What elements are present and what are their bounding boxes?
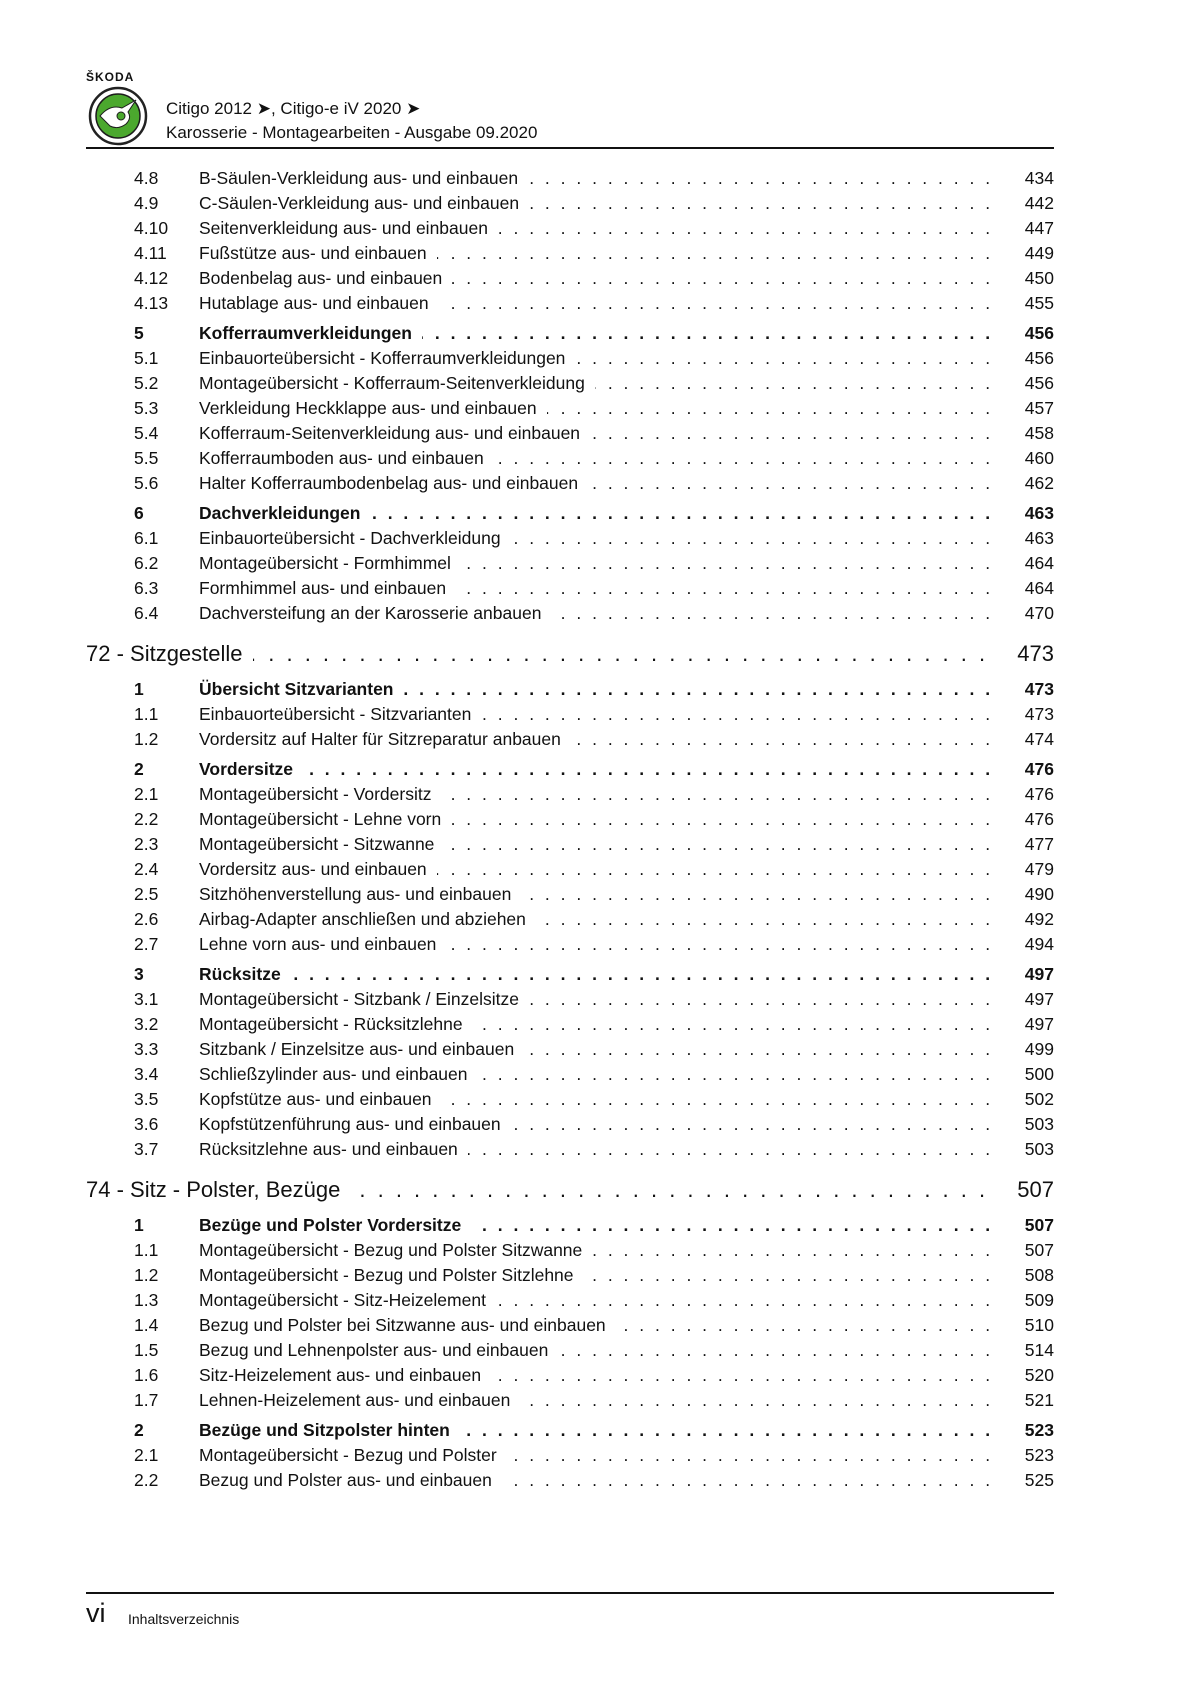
toc-section[interactable] [86, 1417, 1054, 1442]
toc-page-number: 476 [1024, 784, 1054, 804]
toc-entry[interactable] [86, 856, 1054, 881]
toc-title: Sitzhöhenverstellung aus- und einbauen [199, 884, 521, 904]
toc-entry[interactable] [86, 1387, 1054, 1412]
toc-entry[interactable] [86, 165, 1054, 190]
toc-title: Kofferraum-Seitenverkleidung aus- und einbauen [199, 423, 590, 443]
toc-entry[interactable] [86, 190, 1054, 215]
toc-entry[interactable] [86, 1061, 1054, 1086]
toc-number: 3.4 [134, 1064, 159, 1084]
toc-title: Montageübersicht - Lehne vorn [199, 809, 451, 829]
toc-title: Rücksitzlehne aus- und einbauen [199, 1139, 468, 1159]
toc-number: 1.3 [134, 1290, 159, 1310]
toc-entry[interactable] [86, 1237, 1054, 1262]
toc-title: Bezüge und Polster Vordersitze [199, 1215, 471, 1235]
footer-label: Inhaltsverzeichnis [128, 1611, 240, 1627]
toc-title: Vordersitze [199, 759, 303, 779]
toc-title: Sitz-Heizelement aus- und einbauen [199, 1365, 491, 1385]
toc-entry[interactable] [86, 701, 1054, 726]
toc-number: 2.3 [134, 834, 159, 854]
toc-number: 5.6 [134, 473, 159, 493]
toc-number: 4.9 [134, 193, 159, 213]
toc-entry[interactable] [86, 575, 1054, 600]
toc-number: 5.3 [134, 398, 159, 418]
toc-entry[interactable] [86, 1136, 1054, 1161]
toc-number: 1.5 [134, 1340, 159, 1360]
brand-wordmark: ŠKODA [86, 70, 135, 84]
toc-entry[interactable] [86, 1287, 1054, 1312]
toc-page-number: 507 [1024, 1240, 1054, 1260]
toc-number: 5 [134, 323, 144, 343]
toc-number: 5.4 [134, 423, 159, 443]
toc-title: Bezug und Lehnenpolster aus- und einbauen [199, 1340, 558, 1360]
toc-page-number: 509 [1024, 1290, 1054, 1310]
table-of-contents [86, 165, 1054, 1492]
toc-page-number: 477 [1024, 834, 1054, 854]
toc-page-number: 464 [1024, 553, 1054, 573]
toc-page-number: 521 [1024, 1390, 1054, 1410]
toc-page-number: 473 [1024, 704, 1054, 724]
toc-title: Hutablage aus- und einbauen [199, 293, 439, 313]
toc-section[interactable] [86, 756, 1054, 781]
toc-number: 2.1 [134, 784, 159, 804]
toc-number: 3.1 [134, 989, 159, 1009]
toc-title: Einbauorteübersicht - Dachverkleidung [199, 528, 511, 548]
skoda-logo-icon [88, 86, 148, 146]
toc-number: 3.6 [134, 1114, 159, 1134]
toc-title: 72 - Sitzgestelle [86, 641, 253, 666]
toc-number: 6.4 [134, 603, 159, 623]
footer-divider [86, 1592, 1054, 1594]
toc-title: Dachverkleidungen [199, 503, 370, 523]
toc-page-number: 456 [1024, 373, 1054, 393]
toc-title: Bezug und Polster aus- und einbauen [199, 1470, 502, 1490]
toc-section[interactable] [86, 500, 1054, 525]
toc-page-number: 502 [1024, 1089, 1054, 1109]
toc-entry[interactable] [86, 1111, 1054, 1136]
toc-title: Montageübersicht - Sitz-Heizelement [199, 1290, 496, 1310]
toc-entry[interactable] [86, 881, 1054, 906]
toc-entry[interactable] [86, 1036, 1054, 1061]
toc-title: Verkleidung Heckklappe aus- und einbauen [199, 398, 547, 418]
toc-entry[interactable] [86, 1312, 1054, 1337]
toc-page-number: 447 [1024, 218, 1054, 238]
toc-page-number: 508 [1024, 1265, 1054, 1285]
toc-number: 1 [134, 679, 144, 699]
toc-number: 4.12 [134, 268, 169, 288]
toc-number: 6.3 [134, 578, 159, 598]
toc-page-number: 463 [1024, 528, 1054, 548]
toc-number: 2.5 [134, 884, 159, 904]
header-divider [86, 147, 1054, 149]
page-number: vi [86, 1598, 106, 1628]
toc-entry[interactable] [86, 470, 1054, 495]
toc-section[interactable] [86, 676, 1054, 701]
toc-entry[interactable] [86, 265, 1054, 290]
toc-title: Montageübersicht - Formhimmel [199, 553, 461, 573]
toc-number: 5.2 [134, 373, 159, 393]
toc-number: 3 [134, 964, 144, 984]
toc-title: Vordersitz aus- und einbauen [199, 859, 437, 879]
toc-entry[interactable] [86, 906, 1054, 931]
toc-page-number: 449 [1024, 243, 1054, 263]
toc-page-number: 473 [1024, 679, 1054, 699]
toc-page-number: 507 [1024, 1215, 1054, 1235]
toc-section[interactable] [86, 1212, 1054, 1237]
toc-page-number: 523 [1024, 1445, 1054, 1465]
toc-title: Bezug und Polster bei Sitzwanne aus- und einbauen [199, 1315, 616, 1335]
toc-page-number: 462 [1024, 473, 1054, 493]
toc-page-number: 503 [1024, 1114, 1054, 1134]
toc-title: Bodenbelag aus- und einbauen [199, 268, 452, 288]
toc-number: 2.6 [134, 909, 159, 929]
toc-title: Einbauorteübersicht - Sitzvarianten [199, 704, 481, 724]
toc-entry[interactable] [86, 986, 1054, 1011]
toc-number: 1.1 [134, 1240, 159, 1260]
toc-number: 4.11 [134, 243, 167, 263]
toc-page-number: 494 [1024, 934, 1054, 954]
toc-page-number: 507 [1017, 1177, 1054, 1202]
toc-page-number: 500 [1024, 1064, 1054, 1084]
toc-entry[interactable] [86, 600, 1054, 625]
document-subtitle: Karosserie - Montagearbeiten - Ausgabe 09.2020 [166, 123, 538, 142]
toc-number: 6.2 [134, 553, 159, 573]
toc-number: 1.1 [134, 704, 159, 724]
toc-number: 2.2 [134, 1470, 159, 1490]
toc-page-number: 476 [1024, 759, 1054, 779]
toc-page-number: 490 [1024, 884, 1054, 904]
toc-page-number: 456 [1024, 348, 1054, 368]
toc-number: 2.2 [134, 809, 159, 829]
toc-title: Bezüge und Sitzpolster hinten [199, 1420, 460, 1440]
toc-title: Montageübersicht - Bezug und Polster Sitzwanne [199, 1240, 592, 1260]
toc-entry[interactable] [86, 806, 1054, 831]
toc-page-number: 510 [1024, 1315, 1054, 1335]
toc-page-number: 458 [1024, 423, 1054, 443]
toc-entry[interactable] [86, 550, 1054, 575]
toc-number: 2.4 [134, 859, 159, 879]
page-header [86, 66, 1054, 150]
toc-page-number: 499 [1024, 1039, 1054, 1059]
toc-title: Montageübersicht - Sitzwanne [199, 834, 444, 854]
toc-title: Kopfstützenführung aus- und einbauen [199, 1114, 511, 1134]
toc-entry[interactable] [86, 290, 1054, 315]
toc-entry[interactable] [86, 781, 1054, 806]
toc-number: 3.7 [134, 1139, 159, 1159]
toc-entry[interactable] [86, 240, 1054, 265]
toc-title: C-Säulen-Verkleidung aus- und einbauen [199, 193, 529, 213]
toc-title: Montageübersicht - Rücksitzlehne [199, 1014, 473, 1034]
toc-section[interactable] [86, 320, 1054, 345]
toc-title: Montageübersicht - Sitzbank / Einzelsitze [199, 989, 529, 1009]
toc-entry[interactable] [86, 1362, 1054, 1387]
toc-entry[interactable] [86, 1442, 1054, 1467]
toc-title: Schließzylinder aus- und einbauen [199, 1064, 478, 1084]
toc-number: 1.4 [134, 1315, 159, 1335]
toc-entry[interactable] [86, 525, 1054, 550]
toc-number: 2 [134, 759, 144, 779]
toc-entry[interactable] [86, 931, 1054, 956]
toc-title: Formhimmel aus- und einbauen [199, 578, 456, 598]
toc-number: 2.7 [134, 934, 159, 954]
toc-number: 4.8 [134, 168, 159, 188]
toc-chapter[interactable] [86, 637, 1054, 671]
toc-title: 74 - Sitz - Polster, Bezüge [86, 1177, 350, 1202]
toc-title: Montageübersicht - Bezug und Polster Sitzlehne [199, 1265, 584, 1285]
toc-page-number: 492 [1024, 909, 1054, 929]
toc-title: Vordersitz auf Halter für Sitzreparatur anbauen [199, 729, 571, 749]
toc-entry[interactable] [86, 1011, 1054, 1036]
toc-title: Fußstütze aus- und einbauen [199, 243, 437, 263]
toc-page-number: 470 [1024, 603, 1054, 623]
toc-title: Kofferraumverkleidungen [199, 323, 422, 343]
toc-title: Airbag-Adapter anschließen und abziehen [199, 909, 536, 929]
toc-number: 3.2 [134, 1014, 159, 1034]
toc-page-number: 434 [1024, 168, 1054, 188]
toc-title: Einbauorteübersicht - Kofferraumverkleidungen [199, 348, 575, 368]
toc-page-number: 520 [1024, 1365, 1054, 1385]
toc-title: Übersicht Sitzvarianten [199, 679, 404, 699]
toc-page-number: 457 [1024, 398, 1054, 418]
toc-title: Seitenverkleidung aus- und einbauen [199, 218, 498, 238]
toc-page-number: 497 [1024, 1014, 1054, 1034]
toc-title: Montageübersicht - Vordersitz [199, 784, 441, 804]
toc-title: Lehne vorn aus- und einbauen [199, 934, 446, 954]
toc-number: 3.3 [134, 1039, 159, 1059]
toc-page-number: 450 [1024, 268, 1054, 288]
toc-page-number: 442 [1024, 193, 1054, 213]
toc-entry[interactable] [86, 1467, 1054, 1492]
toc-page-number: 497 [1024, 989, 1054, 1009]
toc-page-number: 514 [1024, 1340, 1054, 1360]
toc-entry[interactable] [86, 445, 1054, 470]
toc-page-number: 503 [1024, 1139, 1054, 1159]
toc-title: Montageübersicht - Kofferraum-Seitenverkleidung [199, 373, 595, 393]
toc-title: Dachversteifung an der Karosserie anbauen [199, 603, 551, 623]
toc-number: 4.10 [134, 218, 169, 238]
toc-title: Sitzbank / Einzelsitze aus- und einbauen [199, 1039, 524, 1059]
toc-chapter[interactable] [86, 1173, 1054, 1207]
toc-page-number: 473 [1017, 641, 1054, 666]
toc-entry[interactable] [86, 1262, 1054, 1287]
toc-title: Montageübersicht - Bezug und Polster [199, 1445, 507, 1465]
toc-entry[interactable] [86, 420, 1054, 445]
toc-entry[interactable] [86, 831, 1054, 856]
toc-entry[interactable] [86, 1086, 1054, 1111]
toc-number: 6 [134, 503, 144, 523]
toc-page-number: 455 [1024, 293, 1054, 313]
toc-page-number: 497 [1024, 964, 1054, 984]
toc-page-number: 460 [1024, 448, 1054, 468]
toc-title: Halter Kofferraumbodenbelag aus- und einbauen [199, 473, 588, 493]
toc-page-number: 523 [1024, 1420, 1054, 1440]
toc-number: 5.5 [134, 448, 159, 468]
toc-title: Rücksitze [199, 964, 291, 984]
toc-number: 1.6 [134, 1365, 159, 1385]
toc-title: B-Säulen-Verkleidung aus- und einbauen [199, 168, 528, 188]
toc-number: 1.7 [134, 1390, 159, 1410]
toc-number: 1 [134, 1215, 144, 1235]
toc-page-number: 474 [1024, 729, 1054, 749]
toc-page-number: 476 [1024, 809, 1054, 829]
toc-number: 2 [134, 1420, 144, 1440]
toc-entry[interactable] [86, 726, 1054, 751]
toc-number: 1.2 [134, 729, 159, 749]
toc-section[interactable] [86, 961, 1054, 986]
toc-page-number: 525 [1024, 1470, 1054, 1490]
toc-number: 3.5 [134, 1089, 159, 1109]
toc-entry[interactable] [86, 345, 1054, 370]
toc-title: Kopfstütze aus- und einbauen [199, 1089, 442, 1109]
toc-number: 6.1 [134, 528, 159, 548]
toc-page-number: 456 [1024, 323, 1054, 343]
toc-entry[interactable] [86, 395, 1054, 420]
toc-entry[interactable] [86, 215, 1054, 240]
toc-page-number: 479 [1024, 859, 1054, 879]
toc-number: 4.13 [134, 293, 169, 313]
toc-title: Lehnen-Heizelement aus- und einbauen [199, 1390, 520, 1410]
toc-number: 2.1 [134, 1445, 159, 1465]
toc-page-number: 464 [1024, 578, 1054, 598]
toc-title: Kofferraumboden aus- und einbauen [199, 448, 494, 468]
toc-entry[interactable] [86, 370, 1054, 395]
toc-page-number: 463 [1024, 503, 1054, 523]
document-title: Citigo 2012 ➤, Citigo-e iV 2020 ➤ [166, 99, 421, 118]
toc-number: 1.2 [134, 1265, 159, 1285]
toc-number: 5.1 [134, 348, 159, 368]
toc-entry[interactable] [86, 1337, 1054, 1362]
